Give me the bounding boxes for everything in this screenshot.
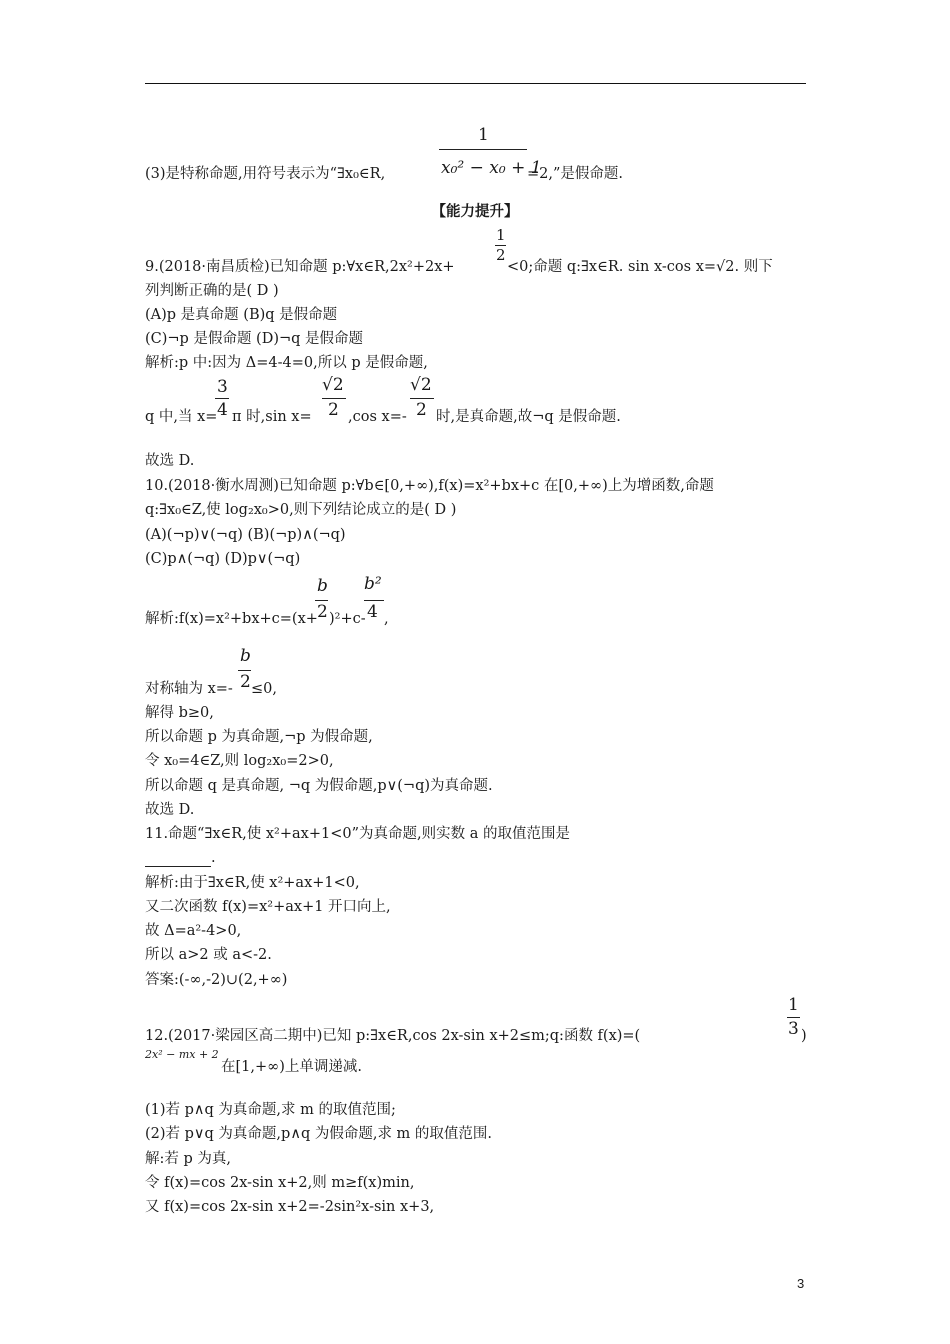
q12-part2: (2)若 p∨q 为真命题,p∧q 为假命题,求 m 的取值范围. — [145, 1126, 493, 1142]
q10-line1: 10.(2018·衡水周测)已知命题 p:∀b∈[0,+∞),f(x)=x²+bx+c 在[0,+∞)上为增函数,命题 — [145, 478, 714, 494]
q12-line2: 在[1,+∞)上单调递减. — [221, 1059, 362, 1075]
q10-b2-num: b² — [364, 574, 382, 594]
q11-solution-2: 又二次函数 f(x)=x²+ax+1 开口向上, — [145, 899, 391, 915]
q9-rt2a-den: 2 — [328, 400, 339, 420]
q10-line-l6: 所以命题 q 是真命题, ¬q 为假命题,p∨(¬q)为真命题. — [145, 778, 493, 794]
frac-numerator: 1 — [478, 125, 489, 145]
q9-solution-1: 解析:p 中:因为 Δ=4-4=0,所以 p 是假命题, — [145, 355, 428, 371]
q12-line1-end: ) — [801, 1028, 807, 1044]
q9-choose: 故选 D. — [145, 453, 195, 469]
q9-solution-2a: q 中,当 x= — [145, 409, 218, 425]
frac-denominator: x₀² − x₀ + 1 — [441, 158, 542, 178]
q11-solution-1: 解析:由于∃x∈R,使 x²+ax+1<0, — [145, 875, 360, 891]
line3-prefix: (3)是特称命题,用符号表示为“∃x₀∈R, — [145, 166, 386, 182]
q11-solution-4: 所以 a>2 或 a<-2. — [145, 947, 272, 963]
section-heading: 【能力提升】 — [431, 203, 519, 220]
q10-axis-b: ≤0, — [251, 681, 277, 697]
q9-line2: 列判断正确的是( D ) — [145, 283, 279, 299]
q10-solution-a: 解析:f(x)=x²+bx+c=(x+ — [145, 611, 318, 627]
q10-axis-a: 对称轴为 x=- — [145, 681, 233, 697]
q9-line1a: 9.(2018·南昌质检)已知命题 p:∀x∈R,2x²+2x+ — [145, 259, 455, 275]
q10-line-l3: 解得 b≥0, — [145, 705, 214, 721]
fraction-bar — [439, 149, 527, 150]
q10-solution-c: , — [384, 611, 389, 627]
q10-solution-b: )²+c- — [329, 611, 366, 627]
q12-line1: 12.(2017·梁园区高二期中)已知 p:∃x∈R,cos 2x-sin x+2≤m;q:函数 f(x)=( — [145, 1028, 641, 1044]
q9-half-num: 1 — [496, 226, 506, 244]
q10-line-l5: 令 x₀=4∈Z,则 log₂x₀=2>0, — [145, 753, 334, 769]
q10-axis-b-den: 2 — [240, 672, 251, 692]
q10-choose: 故选 D. — [145, 802, 195, 818]
q10-b2-bar — [364, 600, 384, 601]
q9-solution-2c: ,cos x=- — [348, 409, 407, 425]
page-number: 3 — [797, 1276, 805, 1291]
q9-line1b: <0;命题 q:∃x∈R. sin x-cos x=√2. 则下 — [507, 259, 773, 275]
q11-line2-end: . — [211, 850, 216, 866]
q10-b-den: 2 — [317, 602, 328, 622]
q10-b2-den: 4 — [367, 602, 378, 622]
q10-axis-bar — [238, 670, 251, 671]
q9-solution-2d: 时,是真命题,故¬q 是假命题. — [436, 409, 621, 425]
q12-solution-3: 又 f(x)=cos 2x-sin x+2=-2sin²x-sin x+3, — [145, 1199, 435, 1215]
q9-rt2b-den: 2 — [416, 400, 427, 420]
q10-b-bar — [315, 600, 328, 601]
q11-solution-3: 故 Δ=a²-4>0, — [145, 923, 242, 939]
q11-line2 — [145, 849, 216, 867]
q11-line1: 11.命题“∃x∈R,使 x²+ax+1<0”为真命题,则实数 a 的取值范围是 — [145, 826, 570, 842]
q9-rt2b-num: √2 — [410, 375, 432, 395]
q9-frac34-num: 3 — [217, 377, 228, 397]
q12-third-num: 1 — [788, 995, 799, 1015]
q9-rt2a-num: √2 — [322, 375, 344, 395]
q12-third-bar — [787, 1017, 800, 1018]
q10-options-ab: (A)(¬p)∨(¬q) (B)(¬p)∧(¬q) — [145, 527, 346, 543]
q12-solution-1: 解:若 p 为真, — [145, 1151, 231, 1167]
q11-answer: 答案:(-∞,-2)∪(2,+∞) — [145, 972, 288, 988]
header-rule — [145, 83, 806, 84]
q9-rt2a-bar — [322, 398, 346, 399]
q10-options-cd: (C)p∧(¬q) (D)p∨(¬q) — [145, 551, 301, 567]
q12-third-den: 3 — [788, 1019, 799, 1039]
q9-options-cd: (C)¬p 是假命题 (D)¬q 是假命题 — [145, 331, 364, 347]
q9-rt2b-bar — [410, 398, 434, 399]
line3-suffix: =2,”是假命题. — [527, 166, 624, 182]
q9-half-den: 2 — [496, 246, 506, 264]
q10-b-num: b — [317, 576, 328, 596]
q10-line2: q:∃x₀∈Z,使 log₂x₀>0,则下列结论成立的是( D ) — [145, 502, 457, 518]
q9-solution-2b: π 时,sin x= — [232, 409, 312, 425]
q12-solution-2: 令 f(x)=cos 2x-sin x+2,则 m≥f(x)min, — [145, 1175, 415, 1191]
answer-blank — [145, 852, 211, 867]
q12-part1: (1)若 p∧q 为真命题,求 m 的取值范围; — [145, 1102, 396, 1118]
q9-options-ab: (A)p 是真命题 (B)q 是假命题 — [145, 307, 338, 323]
q10-axis-b-num: b — [240, 646, 251, 666]
q12-exponent: 2x² − mx + 2 — [145, 1048, 219, 1061]
q9-frac34-bar — [215, 398, 229, 399]
q10-line-l4: 所以命题 p 为真命题,¬p 为假命题, — [145, 729, 373, 745]
q9-frac34-den: 4 — [217, 400, 228, 420]
